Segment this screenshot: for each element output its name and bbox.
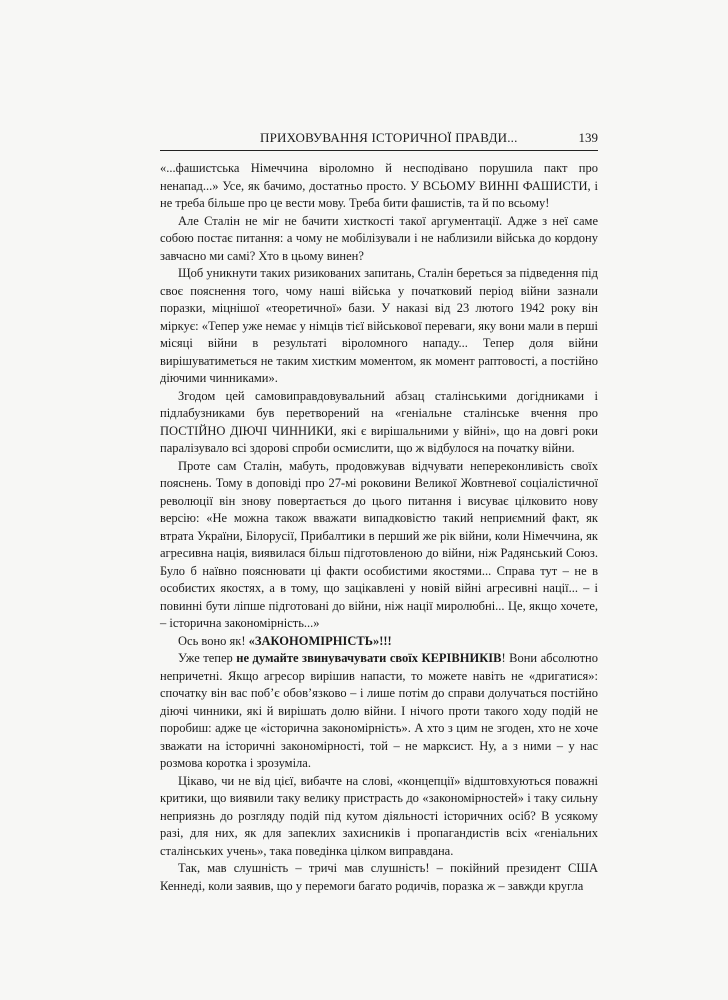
paragraph-3: Щоб уникнути таких ризикованих запитань, Сталін береться за підведення під своє пояснення того, чому наші війська у початковий період війни зазнали поразки, міцнішої «теоретичної» бази. У наказі від 23 лютого 1942 року він міркує: «Тепер уже немає у німців тієї військової переваги, яку вони мали в перші місяці війни в результаті віроломного нападу... Тепер доля війни вирішуватиметься не таким хистким моментом, як момент раптовості, а постійно діючими чинниками». [160,266,598,385]
body-text [160,160,598,895]
paragraph-1: «...фашистська Німеччина віроломно й несподівано порушила пакт про ненапад...» Усе, як бачимо, достатньо просто. У ВСЬОМУ ВИННІ ФАШИСТИ, і не треба більше про це вести мову. Треба бити фашистів, та й по всьому! [160,161,598,210]
running-head: ПРИХОВУВАННЯ ІСТОРИЧНОЇ ПРАВДИ... [260,130,518,145]
paragraph-4: Згодом цей самовиправдовувальний абзац сталінськими догідниками і підлабузниками був перетворений на «геніальне сталінське вчення про ПОСТІЙНО ДІЮЧІ ЧИННИКИ, які є вирішальними у війні», що на довгі роки паралізувало всі здорові спроби осмислити, що ж відбулося на початку війни. [160,388,598,455]
paragraph-6 [160,633,598,651]
paragraph-5: Проте сам Сталін, мабуть, продовжував відчувати непереконливість своїх пояснень. Тому в доповіді про 27-мі роковини Великої Жовтневої соціалістичної революції він знову повертається до цього питання і висуває цілковито нову версію: «Не можна також вважати випадковістю такий неприємний факт, як втрата України, Білорусії, Прибалтики в перший же рік війни, коли Німеччина, як агресивна нація, виявилася більш підготовленою до війни, ніж Радянський Союз. Було б наївно пояснювати ці факти особистими якостями... Справа тут – не в особистих якостях, а в тому, що зацікавлені у новій війні агресивні нації... – і повинні бути ліпше підготовані до війни, ніж нації миролюбні... Це, якщо хочете, – історична закономірність...» [160,458,598,630]
page-number: 139 [578,130,598,145]
paragraph-7-pre: Уже тепер [178,651,237,665]
paragraph-7-bold: не думайте звинувачувати своїх КЕРІВНИКІВ [236,651,502,665]
paragraph-6-text: Ось воно як! [178,633,249,648]
paragraph-6-bold: «ЗАКОНОМІРНІСТЬ»!!! [248,633,392,648]
paragraph-9: Так, мав слушність – тричі мав слушність! – покійний президент США Кеннеді, коли заявив, що у перемоги багато родичів, поразка ж – завжди кругла [160,861,598,893]
paragraph-7-post: ! Вони абсолютно непричетні. Якщо агресор вирішив напасти, то можете навіть не «дригатися»: спочатку він вас поб’є обов’язково – і лише потім до справи долучаться постійно діючі чинники, які й вирішать долю війни. І нічого проти такого ходу подій не поробиш: адже це «історична закономірність». А хто з цим не згоден, хто не хоче зважати на історичні закономірності, той – не марксист. Ну, а з ними – у нас розмова коротка і зрозуміла. [160,651,598,770]
paragraph-2: Але Сталін не міг не бачити хисткості такої аргументації. Адже з неї саме собою постає питання: а чому не мобілізували і не наблизили війська до кордону завчасно ми самі? Хто в цьому винен? [160,213,598,263]
paragraph-7 [160,650,598,773]
page-header [160,130,598,151]
paragraph-8: Цікаво, чи не від цієї, вибачте на слові, «концепції» відштовхуються поважні критики, що виявили таку велику пристрасть до «закономірностей» і таку сильну неприязнь до розгляду подій під кутом діяльності історичних осіб? В усякому разі, для них, як для запеклих захисників і пропагандистів всіх «геніальних сталінських учень», така поведінка цілком виправдана. [160,773,598,858]
